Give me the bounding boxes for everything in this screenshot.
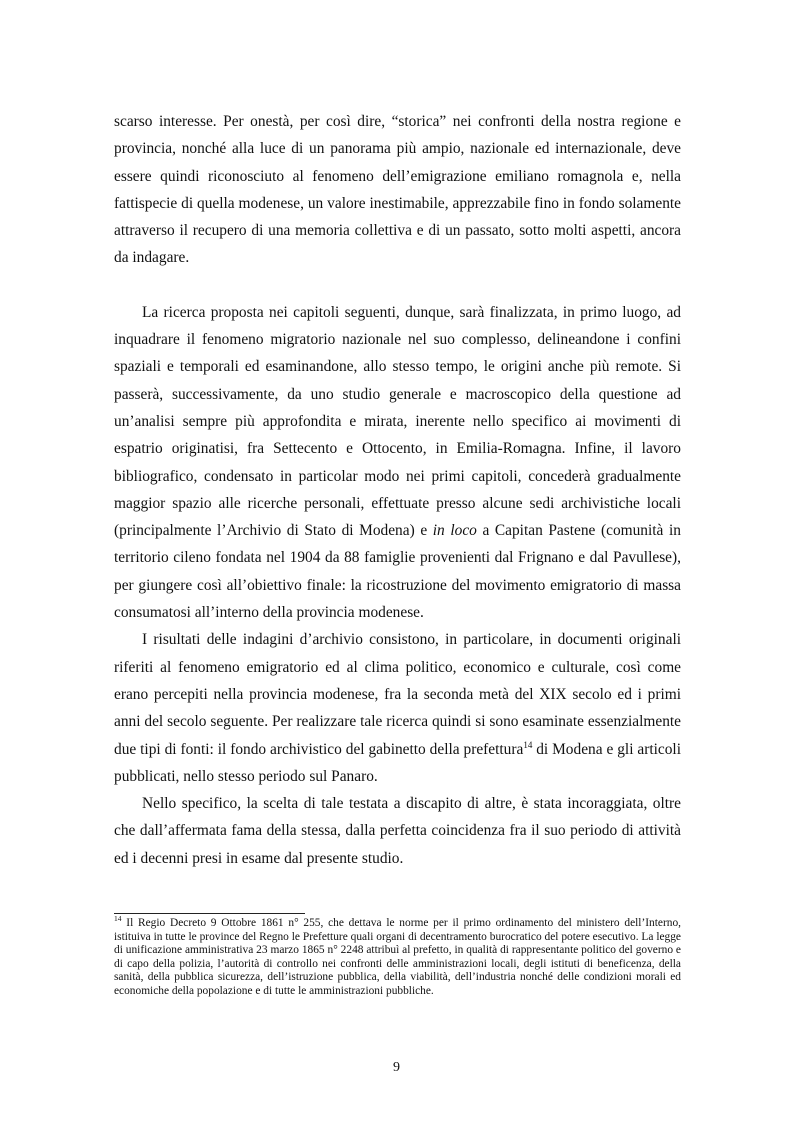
paragraph-archive-results (114, 626, 681, 790)
paragraph-text: a Capitan Pastene (comunità in territorio cileno fondata nel 1904 da 88 famiglie provenienti dal Frignano e dal Pavullese), per giungere così all’obiettivo finale: la ricostruzione del movimento emigratorio di massa consumatosi all’interno della provincia modenese. (114, 522, 681, 622)
footnote-number: 14 (114, 914, 122, 924)
paragraph-text: I risultati delle indagini d’archivio consistono, in particolare, in documenti originali riferiti al fenomeno emigratorio ed al clima politico, economico e culturale, così come erano percepiti nella provincia modenese, fra la seconda metà del XIX secolo ed i primi anni del secolo seguente. Per realizzare tale ricerca quindi si sono esaminate essenzialmente due tipi di fonti: il fondo archivistico del gabinetto della prefettura (114, 631, 681, 758)
footnote (114, 914, 681, 999)
page-body (114, 108, 681, 872)
paragraph-gap (114, 272, 681, 299)
paragraph-text: di Modena e gli articoli pubblicati, nello stesso periodo sul Panaro. (114, 740, 681, 785)
italic-phrase: in loco (432, 522, 477, 540)
page-number: 9 (393, 1060, 400, 1075)
paragraph-newspaper-choice (114, 790, 681, 872)
footnote-divider (114, 913, 305, 914)
paragraph-text: La ricerca proposta nei capitoli seguenti, dunque, sarà finalizzata, in primo luogo, ad inquadrare il fenomeno migratorio nazionale nel suo complesso, delineandone i confini spaziali e temporali ed esaminandone, allo stesso tempo, le origini anche più remote. Si passerà, successivamente, da uno studio generale e macroscopico della questione ad un’analisi sempre più approfondita e mirata, inerente nello specifico ai movimenti di espatrio originatisi, fra Settecento e Ottocento, in Emilia-Romagna. Infine, il lavoro bibliografico, condensato in particolar modo nei primi capitoli, concederà gradualmente maggior spazio alle ricerche personali, effettuate presso alcune sedi archivistiche locali (principalmente l’Archivio di Stato di Modena) e (114, 303, 681, 540)
paragraph-text: scarso interesse. Per onestà, per così dire, “storica” nei confronti della nostra regione e provincia, nonché alla luce di un panorama più ampio, nazionale ed internazionale, deve essere quindi riconosciuto al fenomeno dell’emigrazione emiliano romagnola e, nella fattispecie di quella modenese, un valore inestimabile, apprezzabile fino in fondo solamente attraverso il recupero di una memoria collettiva e di un passato, sotto molti aspetti, ancora da indagare. (114, 113, 681, 267)
footnote-text: Il Regio Decreto 9 Ottobre 1861 n° 255, che dettava le norme per il primo ordinamento del ministero dell’Interno, istituiva in tutte le province del Regno le Prefetture quali organi di decentramento burocratico del potere esecutivo. La legge di unificazione amministrativa 23 marzo 1865 n° 2248 attribuì al prefetto, in qualità di rappresentante politico del governo e di capo della polizia, l’autorità di controllo nei confronti delle amministrazioni locali, degli istituti di beneficenza, della sanità, della pubblica sicurezza, dell’istruzione pubblica, della viabilità, dell’industria nonché delle condizioni morali ed economiche della popolazione e di tutte le amministrazioni pubbliche. (114, 917, 681, 997)
footnote-reference[interactable]: 14 (523, 739, 533, 750)
paragraph-continuation (114, 108, 681, 272)
paragraph-text: Nello specifico, la scelta di tale testata a discapito di altre, è stata incoraggiata, oltre che dall’affermata fama della stessa, dalla perfetta coincidenza fra il suo periodo di attività ed i decenni presi in esame dal presente studio. (114, 795, 681, 867)
paragraph-research-plan (114, 299, 681, 627)
